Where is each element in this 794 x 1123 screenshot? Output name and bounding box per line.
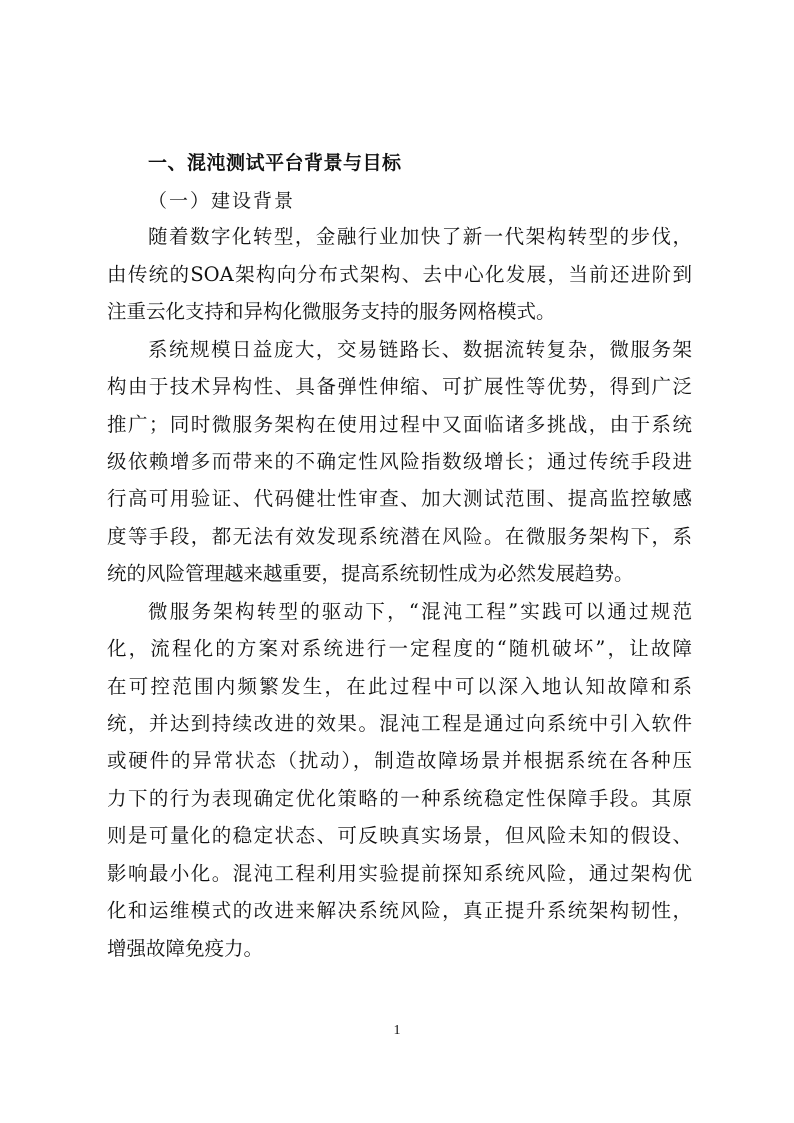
paragraph-line: 构由于技术异构性、具备弹性伸缩、可扩展性等优势，得到广泛 [107,375,692,398]
page-number: 1 [393,1023,401,1038]
paragraph-line: 系统规模日益庞大，交易链路长、数据流转复杂，微服务架 [148,338,692,361]
paragraph-line: 级依赖增多而带来的不确定性风险指数级增长；通过传统手段进 [107,450,692,473]
paragraph-line: 注重云化支持和异构化微服务支持的服务网格模式。 [107,300,556,323]
paragraph-line: 则是可量化的稳定状态、可反映真实场景，但风险未知的假设、 [107,824,692,847]
paragraph-line: 化，流程化的方案对系统进行一定程度的“随机破坏”，让故障 [107,637,692,660]
paragraph-line: 化和运维模式的改进来解决系统风险，真正提升系统架构韧性， [107,899,692,922]
section-heading: 一、混沌测试平台背景与目标 [148,152,402,174]
paragraph-line: 随着数字化转型，金融行业加快了新一代架构转型的步伐， [148,225,692,248]
paragraph-line: 或硬件的异常状态（扰动），制造故障场景并根据系统在各种压 [107,749,692,772]
paragraph-line: 影响最小化。混沌工程利用实验提前探知系统风险，通过架构优 [107,862,692,885]
paragraph-line: 统的风险管理越来越重要，提高系统韧性成为必然发展趋势。 [107,562,634,585]
paragraph-line: 推广；同时微服务架构在使用过程中又面临诸多挑战，由于系统 [107,413,692,436]
paragraph-line: 行高可用验证、代码健壮性审查、加大测试范围、提高监控敏感 [107,487,692,510]
subsection-heading: （一）建设背景 [148,190,296,212]
paragraph-line: 力下的行为表现确定优化策略的一种系统稳定性保障手段。其原 [107,787,692,810]
paragraph-line: 微服务架构转型的驱动下，“混沌工程”实践可以通过规范 [148,600,692,623]
paragraph-line: 在可控范围内频繁发生，在此过程中可以深入地认知故障和系 [107,675,692,698]
paragraph-line: 增强故障免疫力。 [107,937,264,960]
paragraph-line: 由传统的SOA架构向分布式架构、去中心化发展，当前还进阶到 [107,263,692,286]
paragraph-line: 统，并达到持续改进的效果。混沌工程是通过向系统中引入软件 [107,712,692,735]
paragraph-line: 度等手段，都无法有效发现系统潜在风险。在微服务架构下，系 [107,525,692,548]
